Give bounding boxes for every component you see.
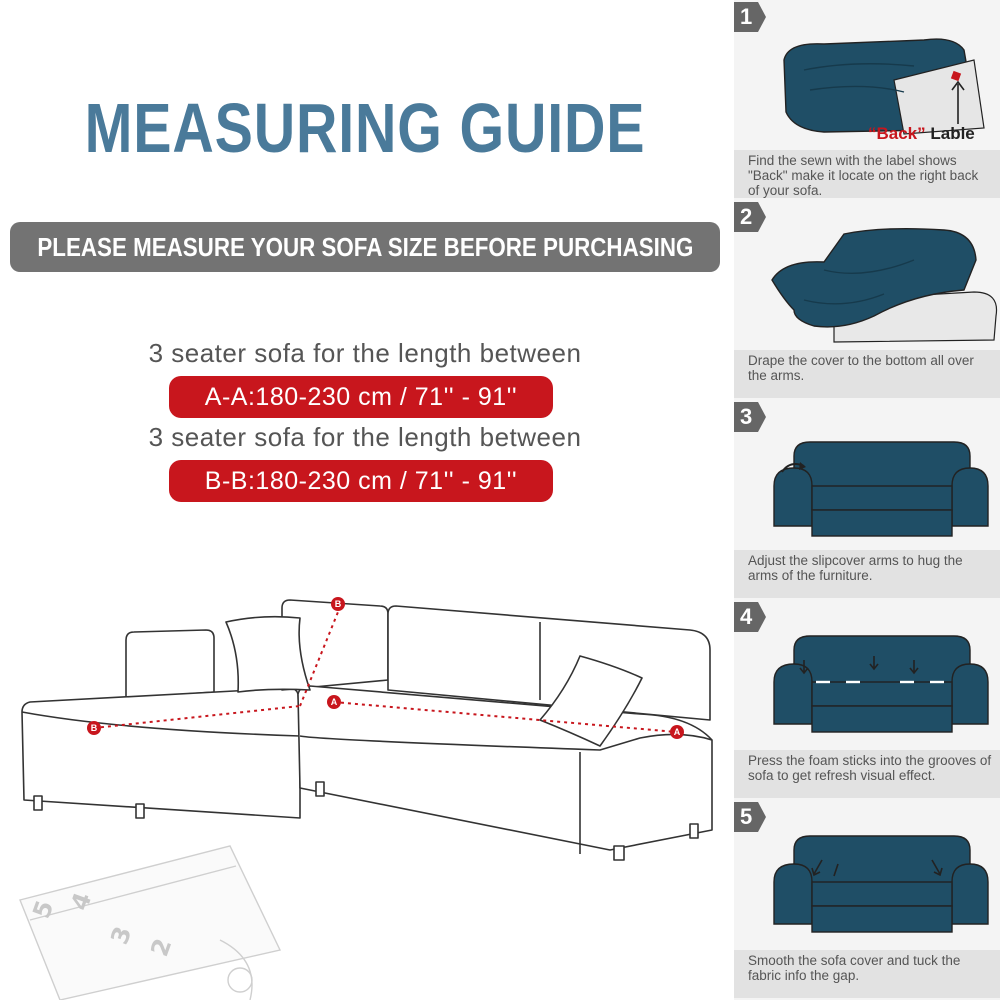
subtitle-text: PLEASE MEASURE YOUR SOFA SIZE BEFORE PURCHASING	[37, 231, 693, 262]
back-label-suffix: Lable	[925, 124, 975, 143]
step-2	[734, 200, 1000, 400]
page-title: MEASURING GUIDE	[84, 89, 646, 167]
measuring-tape-icon	[20, 846, 280, 1000]
step-number-badge: 2	[734, 200, 768, 234]
point-b-top: B	[334, 599, 342, 609]
tuck-fabric-illustration	[764, 820, 1000, 950]
foam-sticks-illustration	[764, 620, 1000, 750]
tape-number-4: 4	[65, 888, 98, 915]
step-description: Drape the cover to the bottom all over the arms.	[734, 350, 1000, 398]
step-number-badge: 5	[734, 800, 768, 834]
step-3	[734, 400, 1000, 600]
tape-number-5: 5	[27, 896, 60, 923]
point-a-right: A	[673, 727, 681, 737]
step-description: Adjust the slipcover arms to hug the arms of the furniture.	[734, 550, 1000, 598]
step-1	[734, 0, 1000, 200]
step-4	[734, 600, 1000, 800]
point-b-left: B	[90, 723, 98, 733]
adjust-arms-illustration	[764, 420, 1000, 550]
step-number-badge: 1	[734, 0, 768, 34]
drape-cover-illustration	[764, 220, 1000, 350]
back-label-caption	[868, 124, 975, 144]
back-label-open-quote: “	[868, 124, 877, 143]
measurement-value-bb: B-B:180-230 cm / 71'' - 91''	[169, 460, 553, 502]
measurement-desc-2: 3 seater sofa for the length between	[148, 422, 582, 452]
subtitle-banner	[10, 222, 720, 272]
tape-number-3: 3	[105, 922, 138, 949]
step-description: Smooth the sofa cover and tuck the fabric info the gap.	[734, 950, 1000, 998]
measurement-value-aa: A-A:180-230 cm / 71'' - 91''	[169, 376, 553, 418]
back-label-close-quote: ”	[917, 124, 926, 143]
back-label-word: Back	[876, 124, 918, 143]
measurement-desc-1: 3 seater sofa for the length between	[148, 338, 582, 368]
installation-steps-panel	[734, 0, 1000, 1000]
step-number-badge: 3	[734, 400, 768, 434]
step-description: Find the sewn with the label shows "Back" make it locate on the right back of your sofa.	[734, 150, 1000, 198]
step-description: Press the foam sticks into the grooves of sofa to get refresh visual effect.	[734, 750, 1000, 798]
sectional-sofa-illustration	[0, 560, 730, 1000]
tape-number-2: 2	[145, 934, 178, 961]
step-number-badge: 4	[734, 600, 768, 634]
step-5	[734, 800, 1000, 1000]
point-a-left: A	[330, 697, 338, 707]
